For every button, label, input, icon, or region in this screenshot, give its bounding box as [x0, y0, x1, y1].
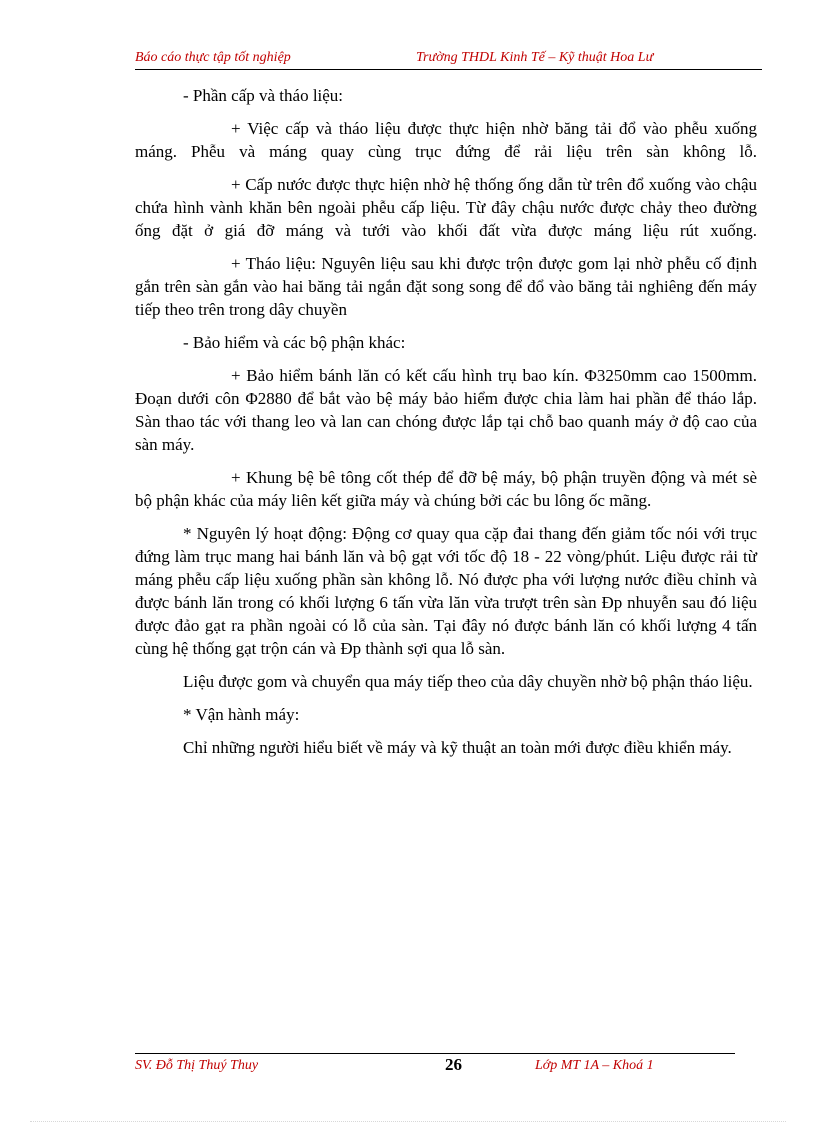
page-bottom-dotted-divider [30, 1121, 786, 1122]
document-body [135, 84, 757, 769]
paragraph-operating-principle: * Nguyên lý hoạt động: Động cơ quay qua cặp đai thang đến giảm tốc nói với trục đứng làm trục mang hai bánh lăn và bộ gạt với tốc độ 18 - 22 vòng/phút. Liệu được rải từ máng phễu cấp liệu xuống phần sàn không lỗ. Nó được pha với lượng nước điều chỉnh và được bánh lăn trong có khối lượng 6 tấn vừa lăn vừa trượt trên sàn Đp nhuyễn sau đó liệu được đảo gạt ra phần ngoài có lỗ của sàn. Tại đây nó được bánh lăn có khối lượng 4 tấn cùng hệ thống gạt trộn cán và Đp thành sợi qua lỗ sàn. [135, 524, 757, 658]
footer-class-name: Lớp MT 1A – Khoá 1 [535, 1058, 654, 1073]
section-heading-operation: * Vận hành máy: [183, 705, 300, 724]
paragraph-feeding: + Việc cấp và tháo liệu được thực hiện nhờ băng tải đổ vào phễu xuống máng. Phễu và máng quay cùng trục đứng để rải liệu trên sàn không lỗ. [135, 119, 757, 161]
paragraph-operators: Chỉ những người hiểu biết về máy và kỹ thuật an toàn mới được điều khiển máy. [183, 738, 732, 757]
page-header [135, 49, 762, 70]
page-number: 26 [445, 1055, 462, 1074]
paragraph-material-collection: Liệu được gom và chuyển qua máy tiếp theo của dây chuyền nhờ bộ phận tháo liệu. [183, 672, 753, 691]
paragraph-concrete-frame: + Khung bệ bê tông cốt thép để đỡ bệ máy, bộ phận truyền động và mét sè bộ phận khác của máy liên kết giữa máy và chúng bởi các bu lông ốc mãng. [135, 468, 757, 510]
paragraph-roller-guard: + Bảo hiểm bánh lăn có kết cấu hình trụ bao kín. Φ3250mm cao 1500mm. Đoạn dưới côn Φ2880 để bắt vào bệ máy bảo hiểm được chia làm hai phần để tháo lắp. Sàn thao tác với thang leo và lan can chóng được lắp tại chỗ bao quanh máy ở độ cao của sàn máy. [135, 366, 757, 454]
footer-student-name: SV. Đỗ Thị Thuý Thuy [135, 1058, 259, 1073]
page-footer [135, 1053, 735, 1084]
header-school-name: Trường THDL Kinh Tế – Kỹ thuật Hoa Lư [416, 50, 654, 65]
paragraph-water-supply: + Cấp nước được thực hiện nhờ hệ thống ống dẫn từ trên đổ xuống vào chậu chứa hình vành khăn bên ngoài phễu cấp liệu. Từ đây chậu nước được chảy theo đường ống đặt ở giá đỡ máng và tưới vào khối đất vừa được máng liệu rút xuống. [135, 175, 757, 240]
header-report-title: Báo cáo thực tập tốt nghiệp [135, 50, 291, 65]
section-heading-feed-discharge: - Phần cấp và tháo liệu: [183, 86, 344, 105]
section-heading-protection: - Bảo hiểm và các bộ phận khác: [183, 333, 406, 352]
paragraph-discharge: + Tháo liệu: Nguyên liệu sau khi được trộn được gom lại nhờ phễu cố định gắn trên sàn gắn vào hai băng tải ngắn đặt song song để đổ vào băng tải nghiêng đến máy tiếp theo trên trong dây chuyền [135, 254, 757, 319]
